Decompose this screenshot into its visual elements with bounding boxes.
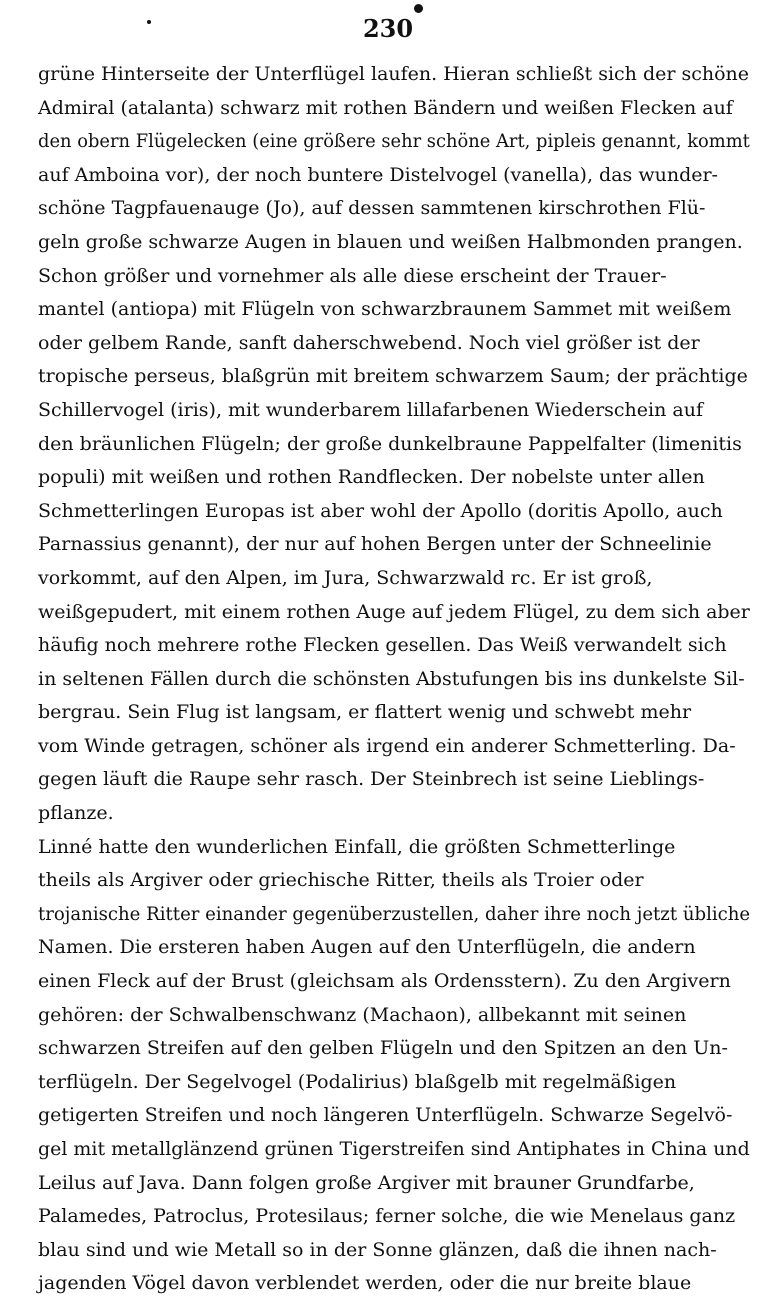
text-line: den obern Flügelecken (eine größere sehr schöne Art, pipleis genannt, kommt: [38, 130, 750, 153]
text-line: gehören: der Schwalbenschwanz (Machaon), allbekannt mit seinen: [38, 1003, 687, 1026]
text-line: schöne Tagpfauenauge (Jo), auf dessen sammtenen kirschrothen Flü-: [38, 197, 706, 220]
text-line: Schon größer und vornehmer als alle diese erscheint der Trauer-: [38, 264, 667, 287]
text-line: weißgepudert, mit einem rothen Auge auf jedem Flügel, zu dem sich aber: [38, 600, 750, 623]
printer-mark: [414, 4, 423, 13]
text-line: tropische perseus, blaßgrün mit breitem schwarzem Saum; der prächtige: [38, 365, 748, 388]
text-line: Namen. Die ersteren haben Augen auf den Unterflügeln, die andern: [38, 936, 696, 959]
text-line: Palamedes, Patroclus, Protesilaus; ferner solche, die wie Menelaus ganz: [38, 1205, 736, 1228]
text-line: häufig noch mehrere rothe Flecken gesellen. Das Weiß verwandelt sich: [38, 634, 727, 657]
text-line: in seltenen Fällen durch die schönsten Abstufungen bis ins dunkelste Sil-: [38, 667, 745, 690]
text-line: bergrau. Sein Flug ist langsam, er flattert wenig und schwebt mehr: [38, 701, 692, 724]
text-line: geln große schwarze Augen in blauen und weißen Halbmonden prangen.: [38, 230, 743, 253]
text-line: grüne Hinterseite der Unterflügel laufen. Hieran schließt sich der schöne: [38, 63, 750, 85]
text-line: gel mit metallglänzend grünen Tigerstreifen sind Antiphates in China und: [38, 1138, 750, 1160]
text-line: blau sind und wie Metall so in der Sonne glänzen, daß die ihnen nach-: [38, 1238, 717, 1261]
text-line: Admiral (atalanta) schwarz mit rothen Bändern und weißen Flecken auf: [38, 96, 733, 119]
text-line: pflanze.: [38, 802, 114, 825]
page-number: 230: [362, 14, 414, 43]
text-line: Schillervogel (iris), mit wunderbarem lillafarbenen Wiederschein auf: [38, 398, 703, 421]
text-line: vorkommt, auf den Alpen, im Jura, Schwarzwald rc. Er ist groß,: [38, 566, 653, 589]
text-line: mantel (antiopa) mit Flügeln von schwarzbraunem Sammet mit weißem: [38, 298, 732, 321]
text-line: Linné hatte den wunderlichen Einfall, die größten Schmetterlinge: [38, 835, 676, 858]
text-line: getigerten Streifen und noch längeren Unterflügeln. Schwarze Segelvö-: [38, 1104, 733, 1127]
text-line: schwarzen Streifen auf den gelben Flügeln und den Spitzen an den Un-: [38, 1037, 728, 1060]
text-line: den bräunlichen Flügeln; der große dunkelbraune Pappelfalter (limenitis: [38, 432, 742, 455]
body-text: [38, 58, 750, 1301]
text-line: theils als Argiver oder griechische Ritter, theils als Troier oder: [38, 869, 644, 892]
text-line: oder gelbem Rande, sanft daherschwebend. Noch viel größer ist der: [38, 331, 700, 354]
text-line: gegen läuft die Raupe sehr rasch. Der Steinbrech ist seine Lieblings-: [38, 768, 705, 791]
text-line: jagenden Vögel davon verblendet werden, oder die nur breite blaue: [38, 1272, 692, 1295]
text-line: Leilus auf Java. Dann folgen große Argiver mit brauner Grundfarbe,: [38, 1171, 695, 1194]
text-line: auf Amboina vor), der noch buntere Distelvogel (vanella), das wunder-: [38, 163, 718, 186]
text-line: einen Fleck auf der Brust (gleichsam als Ordensstern). Zu den Argivern: [38, 970, 731, 993]
text-line: populi) mit weißen und rothen Randflecken. Der nobelste unter allen: [38, 466, 705, 489]
text-line: trojanische Ritter einander gegenüberzustellen, daher ihre noch jetzt übliche: [38, 902, 751, 925]
text-line: vom Winde getragen, schöner als irgend ein anderer Schmetterling. Da-: [38, 734, 736, 757]
text-line: Schmetterlingen Europas ist aber wohl der Apollo (doritis Apollo, auch: [38, 499, 723, 522]
text-line: terflügeln. Der Segelvogel (Podalirius) blaßgelb mit regelmäßigen: [38, 1070, 677, 1093]
text-line: Parnassius genannt), der nur auf hohen Bergen unter der Schneelinie: [38, 533, 712, 556]
